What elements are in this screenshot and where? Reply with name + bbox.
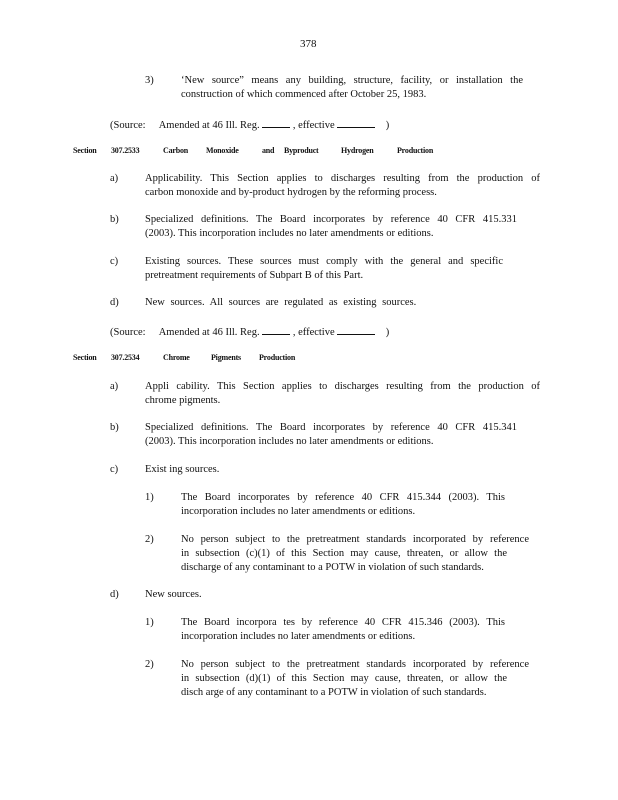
source-prefix: (Source: xyxy=(110,120,146,131)
item-label: c) xyxy=(110,464,119,475)
blank-line xyxy=(262,117,290,128)
blank-line xyxy=(262,324,290,335)
section-number: 307.2534 xyxy=(111,353,140,362)
subitem-text xyxy=(181,533,529,575)
section-number: 307.2533 xyxy=(111,146,140,155)
item-label: b) xyxy=(110,422,119,433)
section-title-word: Pigments xyxy=(211,353,241,362)
subitem-text xyxy=(181,658,529,700)
item-text xyxy=(145,213,517,241)
text-line: No person subject to the pretreatment standards incorporated by reference xyxy=(181,534,529,545)
item-label: a) xyxy=(110,173,119,184)
text-line: Applicability. This Section applies to discharges resulting from the production of xyxy=(145,173,540,184)
subitem-text xyxy=(181,491,505,519)
text-line: incorporation includes no later amendments or editions. xyxy=(181,506,416,517)
subitem-label: 2) xyxy=(145,659,154,670)
source-close: ) xyxy=(385,120,390,131)
blank-line xyxy=(337,117,375,128)
section-title-word: Monoxide xyxy=(206,146,239,155)
item-label: d) xyxy=(110,297,119,308)
subitem-label: 2) xyxy=(145,534,154,545)
section-word: Section xyxy=(73,353,97,362)
text-line: (2003). This incorporation includes no later amendments or editions. xyxy=(145,228,434,239)
section-title-word: Byproduct xyxy=(284,146,319,155)
item-label: 3) xyxy=(145,75,154,86)
item-text: Exist ing sources. xyxy=(145,464,220,475)
source-effective: , effective xyxy=(292,120,335,131)
text-line: ‘New source” means any building, structure, facility, or installation the xyxy=(181,75,523,86)
section-title-word: Chrome xyxy=(163,353,190,362)
text-line: in subsection (d)(1) of this Section may cause, threaten, or allow the xyxy=(181,673,507,684)
text-line: No person subject to the pretreatment standards incorporated by reference xyxy=(181,659,529,670)
text-line: disch arge of any contaminant to a POTW in violation of such standards. xyxy=(181,687,487,698)
item-text xyxy=(145,380,540,408)
text-line: (2003). This incorporation includes no later amendments or editions. xyxy=(145,436,434,447)
source-prefix: (Source: xyxy=(110,327,146,338)
page-number: 378 xyxy=(300,38,317,50)
section-title-word: Carbon xyxy=(163,146,189,155)
item-text: New sources. xyxy=(145,589,202,600)
item-text xyxy=(181,74,523,102)
blank-line xyxy=(337,324,375,335)
section-title-word: Hydrogen xyxy=(341,146,374,155)
item-label: c) xyxy=(110,256,119,267)
subitem-label: 1) xyxy=(145,492,154,503)
text-line: in subsection (c)(1) of this Section may cause, threaten, or allow the xyxy=(181,548,507,559)
item-label: b) xyxy=(110,214,119,225)
item-text xyxy=(145,421,517,449)
source-note xyxy=(110,324,389,340)
text-line: incorporation includes no later amendments or editions. xyxy=(181,631,416,642)
text-line: chrome pigments. xyxy=(145,395,221,406)
text-line: The Board incorporates by reference 40 CFR 415.344 (2003). This xyxy=(181,492,505,503)
text-line: carbon monoxide and by-product hydrogen by the reforming process. xyxy=(145,187,437,198)
section-title-word: and xyxy=(262,146,275,155)
item-label: d) xyxy=(110,589,119,600)
text-line: construction of which commenced after October 25, 1983. xyxy=(181,89,427,100)
item-text xyxy=(145,172,540,200)
text-line: Specialized definitions. The Board incorporates by reference 40 CFR 415.341 xyxy=(145,422,517,433)
source-text: Amended at 46 Ill. Reg. xyxy=(158,327,260,338)
text-line: Specialized definitions. The Board incorporates by reference 40 CFR 415.331 xyxy=(145,214,517,225)
text-line: The Board incorpora tes by reference 40 CFR 415.346 (2003). This xyxy=(181,617,505,628)
item-label: a) xyxy=(110,381,119,392)
subitem-label: 1) xyxy=(145,617,154,628)
source-effective: , effective xyxy=(292,327,335,338)
text-line: Existing sources. These sources must comply with the general and specific xyxy=(145,256,503,267)
section-word: Section xyxy=(73,146,97,155)
subitem-text xyxy=(181,616,505,644)
source-text: Amended at 46 Ill. Reg. xyxy=(158,120,260,131)
item-text: New sources. All sources are regulated as existing sources. xyxy=(145,297,417,308)
text-line: Appli cability. This Section applies to discharges resulting from the production of xyxy=(145,381,540,392)
source-close: ) xyxy=(385,327,390,338)
item-text xyxy=(145,255,503,283)
section-title-word: Production xyxy=(259,353,296,362)
source-note xyxy=(110,117,389,133)
text-line: discharge of any contaminant to a POTW in violation of such standards. xyxy=(181,562,484,573)
section-title-word: Production xyxy=(397,146,434,155)
text-line: pretreatment requirements of Subpart B of this Part. xyxy=(145,270,364,281)
